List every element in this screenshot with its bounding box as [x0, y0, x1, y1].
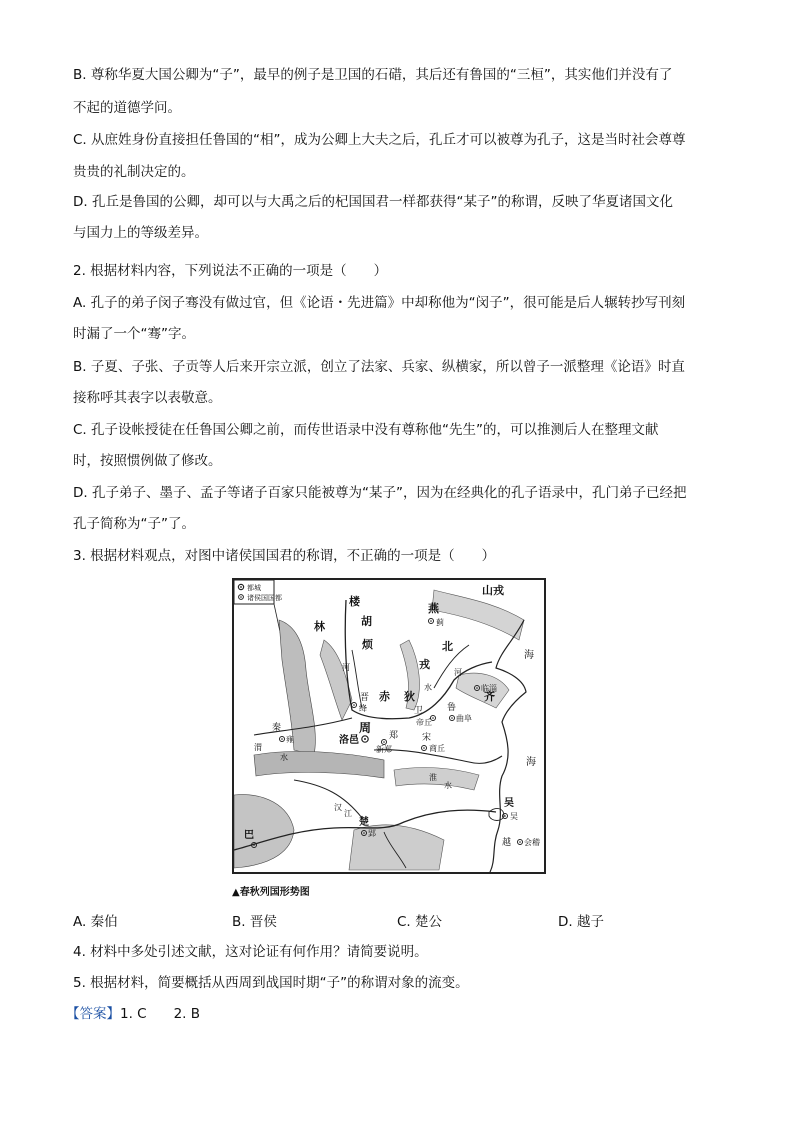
label-wu: 吴: [504, 798, 514, 809]
question-4: 4. 材料中多处引述文献，这对论证有何作用？请简要说明。: [73, 944, 428, 960]
question-2: 2. 根据材料内容，下列说法不正确的一项是（ ）: [73, 263, 388, 279]
label-diqiu: 帝丘: [416, 718, 432, 727]
label-song: 宋: [422, 733, 432, 743]
label-qin: 秦: [272, 723, 282, 733]
terrain-south-hills: [349, 825, 444, 870]
label-di: 狄: [404, 690, 415, 703]
label-yue: 越: [502, 838, 512, 848]
label-rong: 戎: [419, 658, 430, 671]
label-he-2: 河: [454, 668, 462, 677]
answer-line: [66, 1004, 200, 1024]
q2-option-b-line1: B. 子夏、子张、子贡等人后来开宗立派，创立了法家、兵家、纵横家，所以曾子一派整理《论语》时直: [73, 359, 685, 375]
capital-marker-jiang: [352, 703, 357, 708]
label-wei: 卫: [414, 706, 424, 716]
terrain-sichuan: [234, 795, 294, 868]
label-lou: 楼: [349, 595, 360, 608]
label-chi: 赤: [379, 690, 390, 703]
q1-option-b-line2: 不起的道德学问。: [73, 100, 181, 116]
label-bei: 北: [442, 640, 453, 653]
question-3: 3. 根据材料观点，对图中诸侯国国君的称谓，不正确的一项是（ ）: [73, 548, 496, 564]
terrain-north-hills: [432, 590, 524, 640]
capital-marker-yong: [280, 737, 285, 742]
legend-capital-label: 都城: [247, 584, 261, 592]
label-yong: 雍: [286, 735, 294, 744]
label-shui-2: 水: [280, 753, 288, 762]
terrain-qinling: [254, 751, 384, 778]
q3-option-a: A. 秦伯: [73, 914, 118, 930]
label-han: 汉: [334, 803, 342, 812]
q1-option-c-line1: C. 从庶姓身份直接担任鲁国的“相”，成为公卿上大夫之后，孔丘才可以被尊为孔子，这是当时社会尊尊: [73, 132, 686, 148]
capital-marker-kuaiji: [518, 840, 523, 845]
spring-autumn-states-map: [232, 578, 546, 874]
capital-marker-wu: [503, 814, 508, 819]
answer-text: 1. C 2. B: [120, 1006, 201, 1022]
label-zhou: 周: [359, 721, 372, 735]
q1-option-b-line1: B. 尊称华夏大国公卿为“子”，最早的例子是卫国的石碏，其后还有鲁国的“三桓”，其实他们并没有了: [73, 67, 673, 83]
label-jiang: 绛: [359, 704, 367, 713]
label-luoyi: 洛邑: [339, 735, 359, 746]
q3-option-c: C. 楚公: [397, 914, 443, 930]
terrain-west-band: [279, 620, 315, 755]
label-lu: 鲁: [447, 703, 457, 713]
capital-marker-xinzheng: [382, 740, 387, 745]
label-he-1: 河: [342, 663, 350, 672]
q2-option-c-line2: 时，按照惯例做了修改。: [73, 453, 222, 469]
label-qufu: 曲阜: [456, 714, 472, 723]
label-shangqiu: 商丘: [429, 744, 445, 753]
label-ji: 蓟: [436, 618, 444, 627]
label-jin: 晋: [360, 693, 370, 703]
map-caption: ▲春秋列国形势图: [232, 887, 310, 898]
q3-option-d: D. 越子: [558, 914, 604, 930]
label-huai: 淮: [429, 773, 437, 782]
label-shui-3: 水: [444, 781, 452, 790]
label-linhu: 林: [314, 620, 325, 633]
label-ying: 郢: [368, 829, 376, 838]
label-ba: 巴: [244, 830, 254, 841]
label-wei-river: 渭: [254, 743, 262, 752]
label-shui-1: 水: [424, 683, 432, 692]
lake-taihu: [489, 809, 504, 821]
label-qi: 齐: [484, 690, 495, 703]
label-hu: 胡: [361, 615, 372, 628]
label-hai-2: 海: [526, 757, 536, 768]
q2-option-d-line1: D. 孔子弟子、墨子、孟子等诸子百家只能被尊为“某子”，因为在经典化的孔子语录中，孔门弟子已经把: [73, 485, 687, 501]
label-kuaiji: 会稽: [524, 838, 540, 847]
label-linzi: 临淄: [481, 684, 497, 693]
q1-option-c-line2: 贵贵的礼制决定的。: [73, 164, 195, 180]
q2-option-c-line1: C. 孔子设帐授徒在任鲁国公卿之前，而传世语录中没有尊称他“先生”的，可以推测后人在整理文献: [73, 422, 659, 438]
label-shanrong: 山戎: [482, 584, 504, 597]
q2-option-a-line2: 时漏了一个“骞”字。: [73, 326, 195, 342]
label-xinzheng: 新郑: [376, 745, 392, 754]
label-chu: 楚: [359, 817, 369, 828]
label-wu-capital: 吴: [510, 812, 518, 821]
label-hai-1: 海: [524, 650, 534, 661]
answer-tag: 【答案】: [66, 1006, 120, 1022]
q1-option-d-line2: 与国力上的等级差异。: [73, 225, 208, 241]
label-fan: 烦: [362, 638, 373, 651]
q2-option-d-line2: 孔子简称为“子”了。: [73, 516, 195, 532]
q2-option-a-line1: A. 孔子的弟子闵子骞没有做过官，但《论语・先进篇》中却称他为“闵子”，很可能是后人辗转抄写刊刻: [73, 295, 686, 311]
q3-option-b: B. 晋侯: [232, 914, 277, 930]
q2-option-b-line2: 接称呼其表字以表敬意。: [73, 390, 222, 406]
legend-state-capital-label: 诸侯国国都: [247, 594, 282, 602]
coastline: [490, 620, 526, 872]
label-zheng: 郑: [389, 731, 399, 741]
capital-marker-luoyi: [362, 736, 368, 742]
label-jiang-river: 江: [344, 809, 352, 818]
q1-option-d-line1: D. 孔丘是鲁国的公卿，却可以与大禹之后的杞国国君一样都获得“某子”的称谓，反映了华夏诸国文化: [73, 194, 673, 210]
capital-marker-shangqiu: [422, 746, 427, 751]
label-yan: 燕: [428, 602, 439, 615]
capital-marker-qufu: [450, 716, 455, 721]
question-5: 5. 根据材料，简要概括从西周到战国时期“子”的称谓对象的流变。: [73, 975, 469, 991]
capital-marker-ji: [429, 619, 434, 624]
